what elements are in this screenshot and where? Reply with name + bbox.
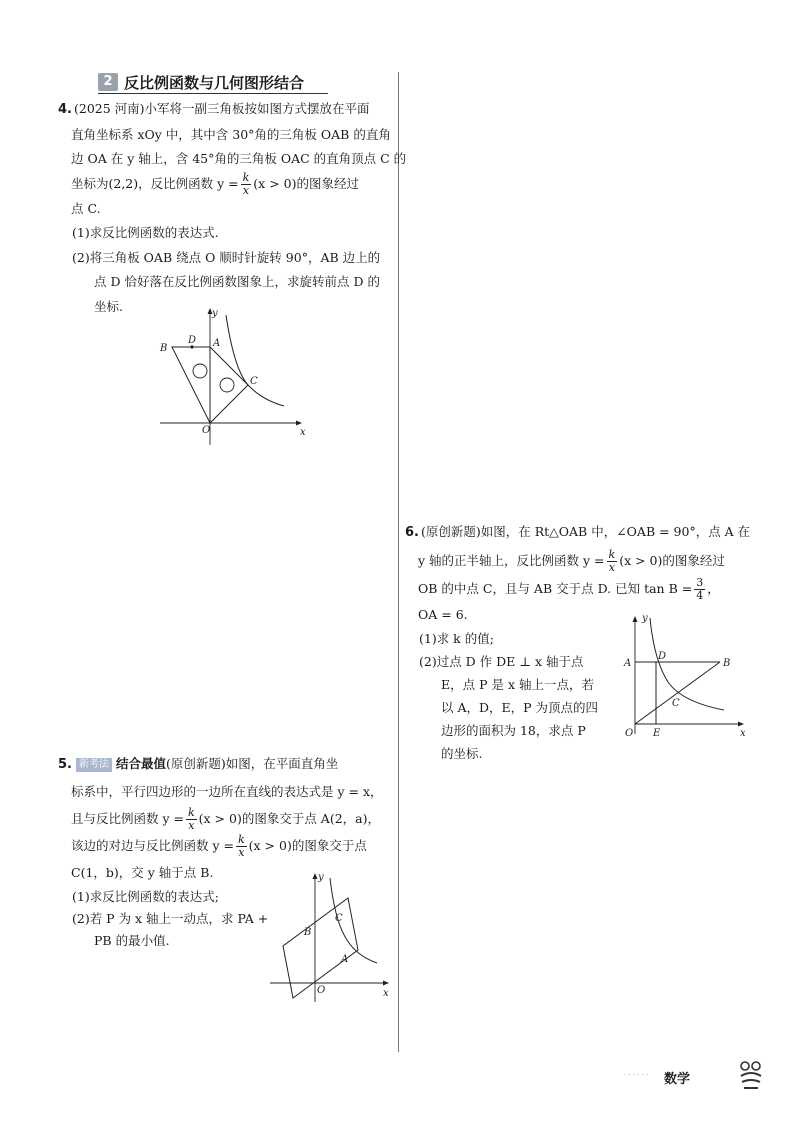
origin-label: O (625, 728, 634, 739)
q5-part-1: (1)求反比例函数的表达式; (72, 889, 219, 904)
point-b-label: B (723, 658, 731, 669)
q4-figure (150, 305, 310, 455)
k-over-x-fraction: $\frac{k}{x}$ (187, 806, 195, 832)
q6-part-1: (1)求 k 的值; (419, 631, 494, 646)
k-over-x-fraction: $\frac{k}{x}$ (237, 833, 245, 859)
question-4 (58, 97, 407, 319)
q6-part-2: (2)过点 D 作 DE ⊥ x 轴于点 (419, 654, 584, 669)
q6-part-2-cont-1: E，点 P 是 x 轴上一点，若 (441, 677, 594, 692)
tan-fraction: $\frac{3}{4}$ (696, 576, 704, 602)
triangle-hole (193, 364, 207, 378)
q6-line-4: OA = 6. (418, 607, 468, 622)
section-number-badge: 2 (98, 73, 118, 91)
q5-part-2-cont: PB 的最小值. (94, 933, 170, 948)
question-number: 6. (405, 525, 419, 540)
q4-line-3: 边 OA 在 y 轴上，含 45°角的三角板 OAC 的直角顶点 C 的 (71, 151, 407, 166)
q6-line-1: (原创新题)如图，在 Rt△OAB 中，∠OAB = 90°，点 A 在 (420, 524, 751, 539)
point-e-label: E (653, 728, 661, 739)
q4-line-5: 点 C. (71, 200, 101, 216)
q4-part-2-cont-1: 点 D 恰好落在反比例函数图象上，求旋转前点 D 的 (94, 274, 380, 289)
q5-line-3-pre: 且与反比例函数 y = (71, 811, 184, 826)
q4-line-2: 直角坐标系 xOy 中，其中含 30°角的三角板 OAB 的直角 (71, 126, 391, 142)
triangle-oab (172, 347, 210, 423)
x-axis-arrow (738, 722, 744, 727)
q4-part-2: (2)将三角板 OAB 绕点 O 顺时针旋转 90°，AB 边上的 (72, 249, 381, 265)
y-axis-arrow (313, 873, 318, 879)
q5-line-5: C(1，b)，交 y 轴于点 B. (71, 865, 214, 880)
point-a-label: A (624, 658, 632, 669)
q5-line-3: (x > 0)的图象交于点 A(2，a)， (198, 811, 380, 826)
k-over-x-fraction: $\frac{k}{x}$ (242, 170, 250, 197)
q5-line-2: 标系中，平行四边形的一边所在直线的表达式是 y = x， (71, 784, 383, 799)
question-6: 6. (原创新题)如图，在 Rt△OAB 中，∠OAB = 90°，点 A 在 y 轴的正半轴上，反比例函数 y = $\frac{k}{x}$ (x > 0)的图象经过 OB 的中点 C，且与 AB 交于点 D. 已知 tan B = $\frac{3}{4}$ ， OA = 6. (1)求 k 的值; (2)过点 D 作 DE ⊥ x 轴于点 E，点 P 是 x 轴上一点，若 以 A，D，E，P 为顶点的四 边形的面积为 18，求点 P 的坐标. (405, 524, 751, 761)
y-axis-arrow (633, 616, 638, 622)
q5-line-4: (x > 0)的图象交于点 (248, 838, 367, 853)
q4-line-4-tail: (x > 0)的图象经过 (253, 175, 359, 191)
new-method-badge: 新考法 (76, 758, 112, 772)
origin-label: O (317, 985, 326, 996)
q6-part-2-cont-3: 边形的面积为 18，求点 P (441, 723, 586, 738)
point-c-label: C (335, 913, 343, 924)
triangle-oac (210, 347, 248, 423)
q4-part-1: (1)求反比例函数的表达式. (72, 225, 219, 240)
point-b-label: B (304, 927, 312, 938)
column-divider (398, 72, 399, 1052)
footer-subject: 数学 (664, 1072, 691, 1087)
q4-line-1: (2025 河南)小军将一副三角板按如图方式摆放在平面 (73, 101, 370, 116)
point-b-label: B (160, 343, 168, 354)
section-title-text: 反比例函数与几何图形结合 (124, 73, 305, 92)
q6-part-2-cont-2: 以 A，D，E，P 为顶点的四 (441, 700, 599, 715)
hyperbola-curve (226, 315, 284, 406)
origin-label: O (202, 425, 211, 436)
q5-source-line: (原创新题)如图，在平面直角坐 (166, 756, 339, 771)
triangle-hole (220, 378, 234, 392)
point-d-label: D (188, 335, 197, 346)
question-number: 4. (58, 102, 72, 117)
k-over-x-fraction: $\frac{k}{x}$ (608, 548, 616, 574)
point-c-label: C (672, 698, 680, 709)
q4-part-2-cont-2: 坐标. (94, 298, 123, 314)
question-number: 5. (58, 757, 72, 772)
x-axis-label: x (300, 427, 306, 438)
q5-topic: 结合最值 (115, 756, 166, 771)
q6-line-2: y 轴的正半轴上，反比例函数 y = (418, 553, 605, 568)
x-axis-arrow (296, 421, 302, 426)
y-axis-label: y (642, 613, 648, 624)
q6-line-3: OB 的中点 C，且与 AB 交于点 D. 已知 tan B = (418, 581, 693, 596)
y-axis-label: y (212, 308, 218, 319)
q6-line-2-tail: (x > 0)的图象经过 (619, 553, 725, 568)
hyperbola-curve (650, 618, 724, 710)
q4-line-4: 坐标为(2,2)，反比例函数 y = (71, 175, 239, 191)
section-title (98, 71, 328, 94)
point-c-label: C (250, 376, 258, 387)
point-a-label: A (213, 338, 221, 349)
footer-small-text: · · · · · · (624, 1071, 649, 1079)
q5-line-4-pre: 该边的对边与反比例函数 y = (71, 838, 234, 853)
q5-part-2: (2)若 P 为 x 轴上一动点，求 PA + (72, 911, 269, 926)
y-axis-label: y (318, 872, 324, 883)
x-axis-label: x (740, 728, 746, 739)
point-a-label: A (341, 954, 349, 965)
publisher-logo (738, 1058, 764, 1094)
q5-figure (265, 870, 395, 1005)
segment-ob (635, 662, 720, 724)
x-axis-label: x (383, 988, 389, 999)
q6-figure (620, 612, 750, 742)
q6-part-2-cont-4: 的坐标. (441, 746, 483, 761)
point-d-label: D (658, 651, 667, 662)
x-axis-arrow (383, 981, 389, 986)
